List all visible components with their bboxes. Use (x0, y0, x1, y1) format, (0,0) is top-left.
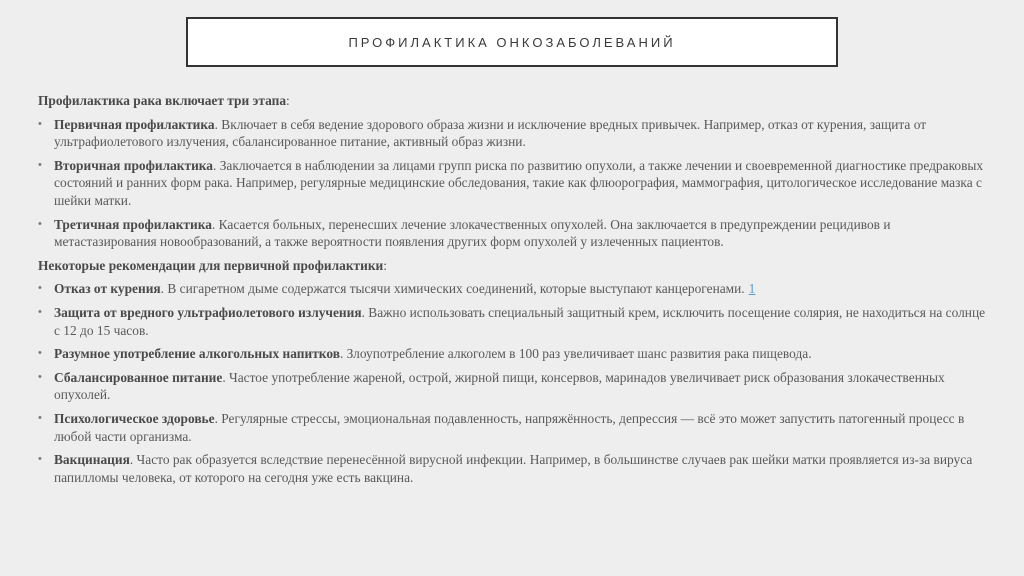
bullet-icon: • (38, 158, 42, 171)
list-item (38, 304, 988, 339)
list-item (38, 369, 988, 404)
list-item (38, 345, 988, 363)
item-text: . Включает в себя ведение здорового образа жизни и исключение вредных привычек. Например, отказ от курения, защита от ультрафиолетового излучения, сбалансированное питание, активный образ жизни. (54, 116, 927, 150)
item-text: . Важно использовать специальный защитный крем, исключить посещение солярия, не находиться на солнце с 12 до 15 часов. (54, 304, 986, 338)
list-item (38, 116, 988, 151)
title-box (186, 17, 838, 67)
item-term: Третичная профилактика (54, 216, 212, 232)
list-item (38, 410, 988, 445)
item-text: . Касается больных, перенесших лечение злокачественных опухолей. Она заключается в предупреждении рецидивов и метастазирования новообразований, а также вероятности появления других форм опухолей у излеченных пациентов. (54, 216, 891, 250)
section1-heading-suffix: : (286, 93, 290, 108)
bullet-icon: • (38, 217, 42, 230)
section1-list (38, 116, 988, 251)
item-text: . Частое употребление жареной, острой, жирной пищи, консервов, маринадов увеличивает риск образования злокачественных опухолей. (54, 369, 945, 403)
item-term: Сбалансированное питание (54, 369, 223, 385)
item-term: Разумное употребление алкогольных напитков (54, 346, 340, 362)
bullet-icon: • (38, 347, 42, 360)
bullet-icon: • (38, 453, 42, 466)
item-term: Вакцинация (54, 452, 130, 468)
section2-heading-suffix: : (383, 257, 387, 273)
list-item (38, 157, 988, 210)
bullet-icon: • (38, 305, 42, 318)
slide-content (38, 92, 988, 492)
item-term: Первичная профилактика (54, 116, 215, 132)
section2-list (38, 280, 988, 486)
bullet-icon: • (38, 117, 42, 130)
list-item (38, 216, 988, 251)
section1-heading (38, 92, 988, 110)
bullet-icon: • (38, 282, 42, 295)
section1-heading-text: Профилактика рака включает три этапа (38, 93, 287, 108)
list-item (38, 451, 988, 486)
bullet-icon: • (38, 411, 42, 424)
item-term: Психологическое здоровье (54, 410, 215, 426)
bullet-icon: • (38, 370, 42, 383)
item-text: . В сигаретном дыме содержатся тысячи химических соединений, которые выступают канцерогенами. (160, 281, 745, 297)
item-text: . Регулярные стрессы, эмоциональная подавленность, напряжённость, депрессия — всё это может запустить патогенный процесс в любой части организма. (54, 410, 965, 444)
item-term: Защита от вредного ультрафиолетового излучения (54, 304, 362, 320)
item-term: Отказ от курения (54, 281, 161, 297)
item-text: . Заключается в наблюдении за лицами групп риска по развитию опухоли, а также лечении и своевременной диагностике предраковых состояний и ранних форм рака. Например, регулярные медицинские обследования, такие как флюорография, маммография, цитологическое исследование мазка с шейки матки. (54, 157, 984, 208)
reference-link[interactable]: 1 (748, 281, 756, 297)
section2-heading (38, 257, 988, 275)
list-item (38, 280, 988, 298)
section2-heading-text: Некоторые рекомендации для первичной профилактики (38, 257, 384, 273)
item-text: . Злоупотребление алкоголем в 100 раз увеличивает шанс развития рака пищевода. (339, 346, 812, 362)
slide-title: ПРОФИЛАКТИКА ОНКОЗАБОЛЕВАНИЙ (348, 34, 676, 50)
item-term: Вторичная профилактика (54, 157, 214, 173)
item-text: . Часто рак образуется вследствие перенесённой вирусной инфекции. Например, в большинстве случаев рак шейки матки проявляется из-за вируса папилломы человека, от которого на сегодня уже есть вакцина. (54, 452, 973, 485)
